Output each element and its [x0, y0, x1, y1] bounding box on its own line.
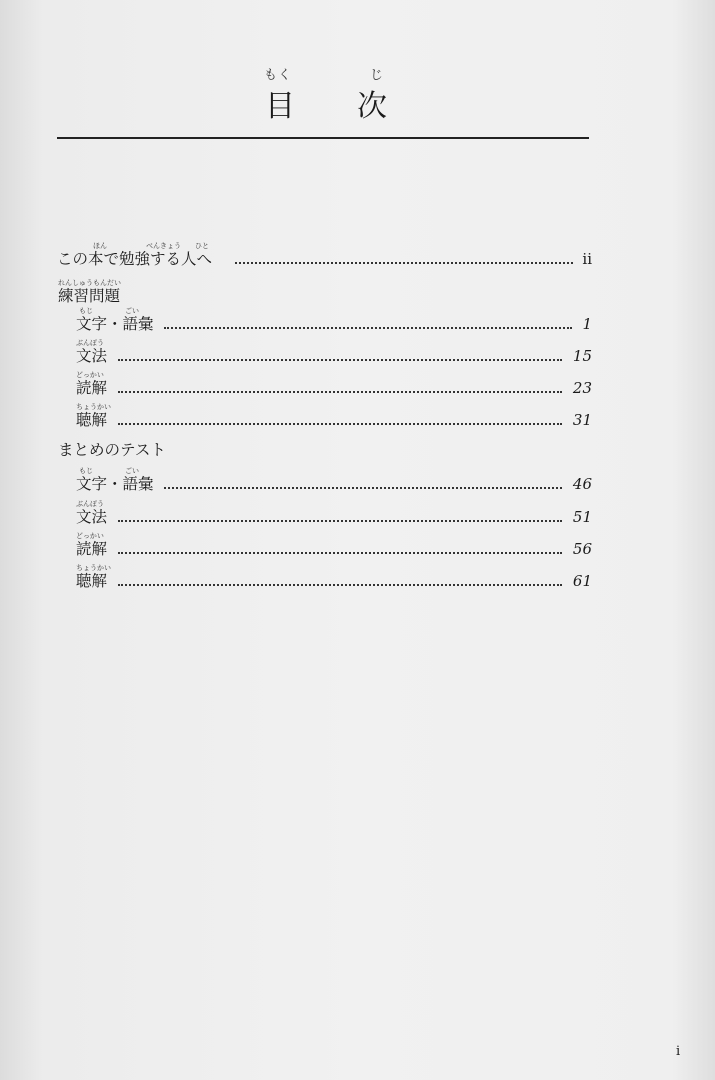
toc-label: 読解	[76, 379, 108, 397]
title-ruby-moku: もく	[264, 68, 293, 83]
toc-row[interactable]	[76, 562, 592, 590]
toc-label: 聴解	[76, 572, 108, 590]
page-number: 56	[572, 540, 592, 558]
toc-row[interactable]	[76, 498, 592, 526]
ruby-dokkai: どっかい	[76, 371, 104, 379]
title-char-moku: 目	[265, 89, 295, 124]
page-number: 23	[572, 379, 592, 397]
ruby-choukai: ちょうかい	[76, 403, 111, 411]
page-number: 61	[572, 572, 592, 590]
ruby-goi: ごい	[125, 467, 139, 475]
page-number: 1	[582, 315, 592, 333]
toc-label: 読解	[76, 540, 108, 558]
title-ruby-ji: じ	[370, 68, 385, 83]
ruby-hon: ほん	[93, 242, 107, 250]
page-number: 15	[572, 347, 592, 365]
toc-label: 文法	[76, 347, 108, 365]
ruby-goi: ごい	[125, 307, 139, 315]
toc-label: この本で勉強する人へ	[57, 250, 213, 268]
dot-leader	[118, 552, 562, 554]
toc-row[interactable]	[76, 401, 592, 429]
ruby-moji: もじ	[79, 307, 93, 315]
section-heading-summary: まとめのテスト	[58, 441, 166, 459]
toc-row[interactable]	[76, 337, 592, 365]
toc-label: 聴解	[76, 411, 108, 429]
title-char-ji: 次	[357, 89, 387, 124]
ruby-dokkai: どっかい	[76, 532, 104, 540]
ruby-moji: もじ	[79, 467, 93, 475]
toc-row[interactable]	[76, 530, 592, 558]
dot-leader	[235, 262, 573, 264]
toc-label: 文字・語彙	[76, 475, 154, 493]
page-folio: i	[676, 1044, 681, 1059]
ruby-bunpou: ぶんぽう	[76, 500, 104, 508]
ruby-bunpou: ぶんぽう	[76, 339, 104, 347]
dot-leader	[118, 359, 562, 361]
toc-label: 文法	[76, 508, 108, 526]
page-number: ii	[582, 250, 592, 268]
toc-row-intro[interactable]	[57, 240, 592, 268]
dot-leader	[118, 423, 562, 425]
toc-row[interactable]	[76, 465, 592, 493]
dot-leader	[118, 584, 562, 586]
toc-label: 文字・語彙	[76, 315, 154, 333]
toc-row[interactable]	[76, 369, 592, 397]
dot-leader	[118, 520, 562, 522]
page-number: 51	[572, 508, 592, 526]
section-heading-practice: 練習問題	[58, 287, 121, 305]
dot-leader	[164, 487, 562, 489]
dot-leader	[164, 327, 572, 329]
ruby-hito: ひと	[195, 242, 209, 250]
ruby-benkyou: べんきょう	[146, 242, 181, 250]
toc-row[interactable]	[76, 305, 592, 333]
ruby-choukai: ちょうかい	[76, 564, 111, 572]
page-number: 46	[572, 475, 592, 493]
ruby-renshuu-mondai: れんしゅうもんだい	[58, 279, 121, 287]
page-number: 31	[572, 411, 592, 429]
page-title	[0, 68, 715, 138]
dot-leader	[118, 391, 562, 393]
title-rule	[57, 137, 589, 139]
